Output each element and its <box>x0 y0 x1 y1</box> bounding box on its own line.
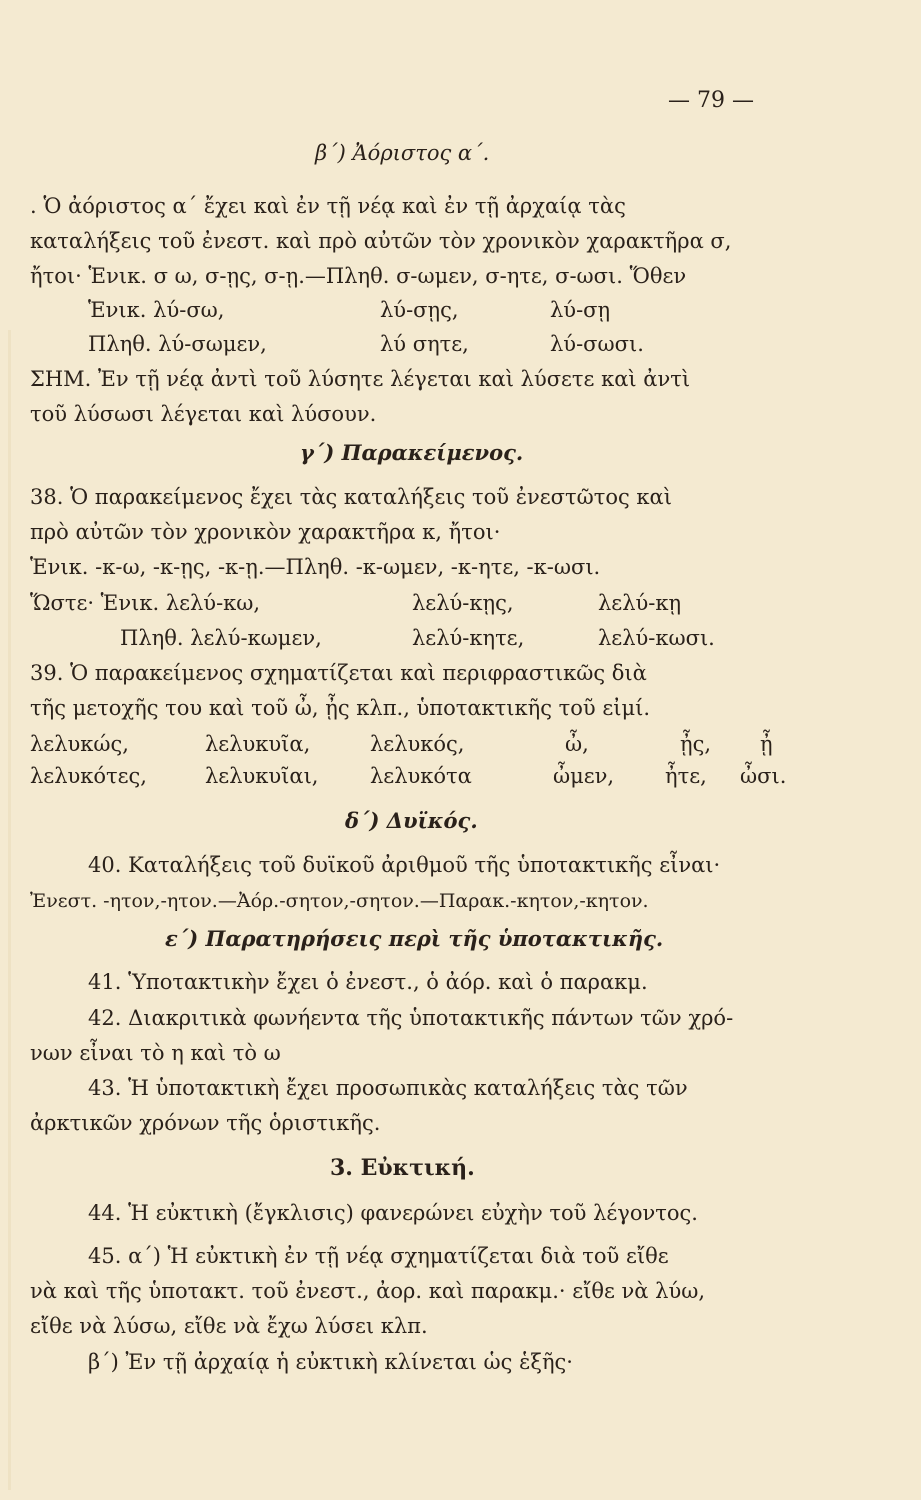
periph-r2-c1: λελυκότες, <box>30 764 147 788</box>
periph-r1-c5: ᾖς, <box>680 732 712 756</box>
periph-r1-c2: λελυκυῖα, <box>205 732 311 756</box>
aorist-sg-2: λύ-σῃς, <box>380 298 459 322</box>
para-40-line: Ἐνεστ. -ητον,-ητον.—Ἀόρ.-σητον,-σητον.—Παρακ.-κητον,-κητον. <box>30 890 649 912</box>
section-heading-aorist: β΄) Ἀόριστος α΄. <box>315 141 490 165</box>
para-45-line: εἴθε νὰ λύσω, εἴθε νὰ ἔχω λύσει κλπ. <box>30 1314 428 1338</box>
aorist-text-line: καταλήξεις τοῦ ἐνεστ. καὶ πρὸ αὐτῶν τὸν χρονικὸν χαρακτῆρα σ, <box>30 229 732 253</box>
perfect-sg-1: Ὥστε· Ἑνικ. λελύ-κω, <box>30 591 261 615</box>
periph-r1-c3: λελυκός, <box>370 732 465 756</box>
note-line: τοῦ λύσωσι λέγεται καὶ λύσουν. <box>30 402 377 426</box>
perfect-sg-3: λελύ-κῃ <box>598 591 682 615</box>
periph-r1-c1: λελυκώς, <box>30 732 129 756</box>
aorist-pl-3: λύ-σωσι. <box>550 332 644 356</box>
aorist-sg-1: Ἑνικ. λύ-σω, <box>88 298 225 322</box>
para-45-line: νὰ καὶ τῆς ὑποτακτ. τοῦ ἐνεστ., ἀορ. καὶ παρακμ.· εἴθε νὰ λύω, <box>30 1279 706 1303</box>
aorist-sg-3: λύ-σῃ <box>550 298 611 322</box>
para-38-line: Ἑνικ. -κ-ω, -κ-ῃς, -κ-ῃ.—Πληθ. -κ-ωμεν, -κ-ητε, -κ-ωσι. <box>30 555 601 579</box>
aorist-pl-2: λύ σητε, <box>380 332 469 356</box>
aorist-pl-1: Πληθ. λύ-σωμεν, <box>88 332 267 356</box>
periph-r2-c2: λελυκυῖαι, <box>205 764 319 788</box>
periph-r2-c6: ὦσι. <box>740 764 787 788</box>
para-43-line: ἀρκτικῶν χρόνων τῆς ὁριστικῆς. <box>30 1111 381 1135</box>
perfect-pl-1: Πληθ. λελύ-κωμεν, <box>120 626 322 650</box>
para-38-line: 38. Ὁ παρακείμενος ἔχει τὰς καταλήξεις τοῦ ἐνεστῶτος καὶ <box>30 485 672 509</box>
para-39-line: τῆς μετοχῆς του καὶ τοῦ ὦ, ᾖς κλπ., ὑποτακτικῆς τοῦ εἰμί. <box>30 696 651 720</box>
page-edge-shadow <box>8 330 11 1490</box>
perfect-pl-2: λελύ-κητε, <box>412 626 525 650</box>
periph-r2-c4: ὦμεν, <box>553 764 615 788</box>
para-40-line: 40. Καταλήξεις τοῦ δυϊκοῦ ἀριθμοῦ τῆς ὑποτακτικῆς εἶναι· <box>88 853 721 877</box>
section-heading-dual: δ΄) Δυϊκός. <box>345 808 478 833</box>
page-number: — 79 — <box>668 88 754 113</box>
note-line: ΣΗΜ. Ἐν τῇ νέᾳ ἀντὶ τοῦ λύσητε λέγεται καὶ λύσετε καὶ ἀντὶ <box>30 367 691 391</box>
perfect-sg-2: λελύ-κῃς, <box>412 591 514 615</box>
para-45b: β΄) Ἐν τῇ ἀρχαίᾳ ἡ εὐκτικὴ κλίνεται ὡς ἑξῆς· <box>88 1350 573 1374</box>
periph-r1-c4: ὦ, <box>565 732 589 756</box>
para-43-line: 43. Ἡ ὑποτακτικὴ ἔχει προσωπικὰς καταλήξεις τὰς τῶν <box>88 1076 688 1100</box>
para-45-line: 45. α΄) Ἡ εὐκτικὴ ἐν τῇ νέᾳ σχηματίζεται διὰ τοῦ εἴθε <box>88 1244 669 1268</box>
aorist-text-line: ἤτοι· Ἑνικ. σ ω, σ-ῃς, σ-ῃ.—Πληθ. σ-ωμεν, σ-ητε, σ-ωσι. Ὅθεν <box>30 264 687 288</box>
para-38-line: πρὸ αὐτῶν τὸν χρονικὸν χαρακτῆρα κ, ἤτοι· <box>30 520 501 544</box>
periph-r2-c3: λελυκότα <box>370 764 472 788</box>
para-42-line: νων εἶναι τὸ η καὶ τὸ ω <box>30 1041 281 1065</box>
chapter-heading-optative: 3. Εὐκτική. <box>330 1155 475 1181</box>
aorist-text-line: . Ὁ ἀόριστος α΄ ἔχει καὶ ἐν τῇ νέᾳ καὶ ἐν τῇ ἀρχαίᾳ τὰς <box>30 194 626 218</box>
periph-r1-c6: ᾖ <box>760 732 773 756</box>
para-39-line: 39. Ὁ παρακείμενος σχηματίζεται καὶ περιφραστικῶς διὰ <box>30 661 647 685</box>
para-41: 41. Ὑποτακτικὴν ἔχει ὁ ἐνεστ., ὁ ἀόρ. καὶ ὁ παρακμ. <box>88 970 648 994</box>
section-heading-observations: ε΄) Παρατηρήσεις περὶ τῆς ὑποτακτικῆς. <box>165 926 664 951</box>
para-44: 44. Ἡ εὐκτικὴ (ἔγκλισις) φανερώνει εὐχὴν τοῦ λέγοντος. <box>88 1201 698 1225</box>
section-heading-perfect: γ΄) Παρακείμενος. <box>300 440 524 465</box>
para-42-line: 42. Διακριτικὰ φωνήεντα τῆς ὑποτακτικῆς πάντων τῶν χρό- <box>88 1006 734 1030</box>
perfect-pl-3: λελύ-κωσι. <box>598 626 715 650</box>
periph-r2-c5: ἦτε, <box>665 764 707 788</box>
